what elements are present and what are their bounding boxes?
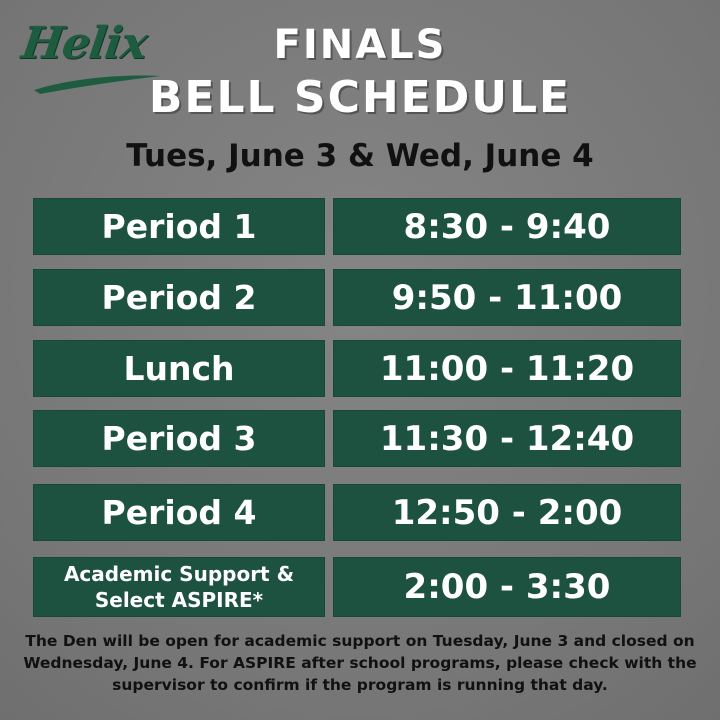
period-name-line-1: Academic Support &: [63, 562, 295, 586]
period-time: 11:30 - 12:40: [333, 410, 681, 467]
schedule-dates: Tues, June 3 & Wed, June 4: [126, 138, 594, 174]
period-time: 11:00 - 11:20: [333, 340, 681, 397]
period-time: 9:50 - 11:00: [333, 269, 681, 326]
period-name-line-2: Select ASPIRE*: [94, 588, 264, 612]
period-name: Period 4: [33, 484, 325, 541]
footer-note: The Den will be open for academic support on Tuesday, June 3 and closed on Wednesday, June 4. For ASPIRE after school programs, please check with the supervisor to confirm if the program is running that day.: [23, 632, 697, 694]
period-time: 12:50 - 2:00: [333, 484, 681, 541]
period-name: Lunch: [33, 340, 325, 397]
title-finals: FINALS: [273, 22, 447, 68]
period-name: Period 3: [33, 410, 325, 467]
schedule-row-period-2: [33, 269, 681, 326]
schedule-row-lunch: [33, 340, 681, 397]
schedule-row-period-1: [33, 198, 681, 255]
schedule-row-period-4: [33, 484, 681, 541]
period-time: 2:00 - 3:30: [333, 557, 681, 617]
period-name: Period 1: [33, 198, 325, 255]
period-name: Period 2: [33, 269, 325, 326]
period-time: 8:30 - 9:40: [333, 198, 681, 255]
schedule-row-academic-support: [33, 557, 681, 617]
period-name: [33, 557, 325, 617]
schedule-row-period-3: [33, 410, 681, 467]
title-bell-schedule: BELL SCHEDULE: [148, 72, 572, 123]
logo-wordmark: Helix: [18, 18, 150, 69]
